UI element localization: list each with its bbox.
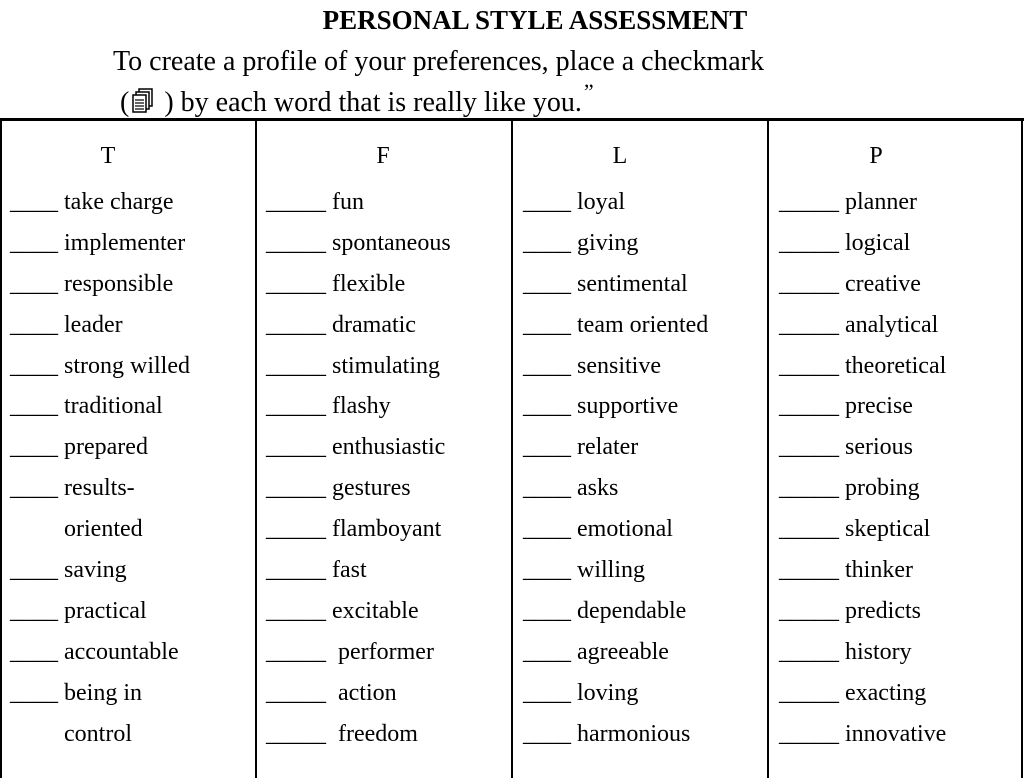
column-divider	[255, 121, 257, 778]
list-item: ____ prepared	[10, 434, 148, 461]
list-item: oriented	[10, 516, 143, 543]
item-list-l	[523, 182, 708, 754]
list-item: _____ history	[779, 638, 912, 665]
column-header-p: P	[869, 143, 883, 169]
list-item: _____ precise	[779, 393, 913, 420]
list-item: _____ flexible	[266, 270, 406, 297]
list-item: _____ exacting	[779, 679, 927, 706]
list-item: _____ freedom	[266, 720, 418, 747]
list-item: ____ asks	[523, 475, 619, 502]
list-item: _____ innovative	[779, 720, 947, 747]
column-divider	[511, 121, 513, 778]
column-header-f: F	[376, 143, 390, 169]
list-item: _____ performer	[266, 638, 434, 665]
trailing-quote-mark: ”	[583, 79, 594, 104]
list-item: _____ thinker	[779, 557, 913, 584]
list-item: ____ loving	[523, 679, 639, 706]
list-item: control	[10, 720, 132, 747]
list-item: ____ traditional	[10, 393, 163, 420]
page-title: PERSONAL STYLE ASSESSMENT	[322, 5, 748, 35]
list-item: ____ results-	[10, 475, 135, 502]
list-item: _____ theoretical	[779, 352, 947, 379]
list-item: ____ agreeable	[523, 638, 669, 665]
list-item: _____ excitable	[266, 597, 419, 624]
list-item: ____ saving	[10, 557, 127, 584]
list-item: _____ fast	[266, 557, 367, 584]
item-list-t	[10, 182, 190, 754]
column-header-t: T	[100, 143, 116, 169]
column-divider	[767, 121, 769, 778]
list-item: _____ logical	[779, 229, 911, 256]
list-item: ____ accountable	[10, 638, 179, 665]
table-border-left	[0, 121, 2, 778]
list-item: ____ sentimental	[523, 270, 688, 297]
list-item: ____ supportive	[523, 393, 679, 420]
table-border-right	[1021, 121, 1023, 778]
list-item: _____ planner	[779, 189, 917, 215]
list-item: ____ dependable	[523, 597, 687, 624]
list-item: _____ predicts	[779, 597, 921, 624]
list-item: _____ flashy	[266, 393, 391, 420]
list-item: _____ analytical	[779, 311, 939, 338]
list-item: ____ responsible	[10, 270, 174, 297]
column-header-l: L	[612, 143, 628, 169]
list-item: ____ being in	[10, 679, 142, 706]
list-item: _____ serious	[779, 434, 913, 461]
instruction-line-1: To create a profile of your preferences, place a checkmark	[113, 46, 764, 77]
list-item: _____ dramatic	[266, 311, 416, 338]
item-list-f	[266, 182, 451, 754]
list-item: ____ willing	[523, 557, 646, 584]
list-item: ____ strong willed	[10, 352, 190, 379]
list-item: _____ creative	[779, 270, 921, 297]
list-item: _____ skeptical	[779, 516, 931, 543]
list-item: _____ fun	[266, 189, 364, 215]
assessment-table	[0, 118, 1024, 778]
list-item: _____ gestures	[266, 475, 411, 502]
instruction-text: ) by each word that is really like you.	[157, 87, 582, 118]
item-list-p	[779, 182, 946, 754]
list-item: ____ leader	[10, 311, 123, 338]
list-item: ____ team oriented	[523, 311, 709, 338]
list-item: ____ take charge	[10, 189, 174, 215]
list-item: _____ enthusiastic	[266, 434, 446, 461]
list-item: ____ sensitive	[523, 352, 661, 379]
list-item: ____ giving	[523, 229, 639, 256]
instruction-open-paren: (	[120, 87, 130, 118]
list-item: _____ stimulating	[266, 352, 440, 379]
list-item: ____ harmonious	[523, 720, 691, 747]
list-item: ____ implementer	[10, 229, 186, 256]
list-item: _____ spontaneous	[266, 229, 451, 256]
list-item: ____ practical	[10, 597, 147, 624]
list-item: _____ flamboyant	[266, 516, 442, 543]
list-item: _____ action	[266, 679, 397, 706]
list-item: _____ probing	[779, 475, 920, 502]
list-item: ____ loyal	[523, 189, 625, 215]
list-item: ____ relater	[523, 434, 639, 461]
list-item: ____ emotional	[523, 516, 673, 543]
